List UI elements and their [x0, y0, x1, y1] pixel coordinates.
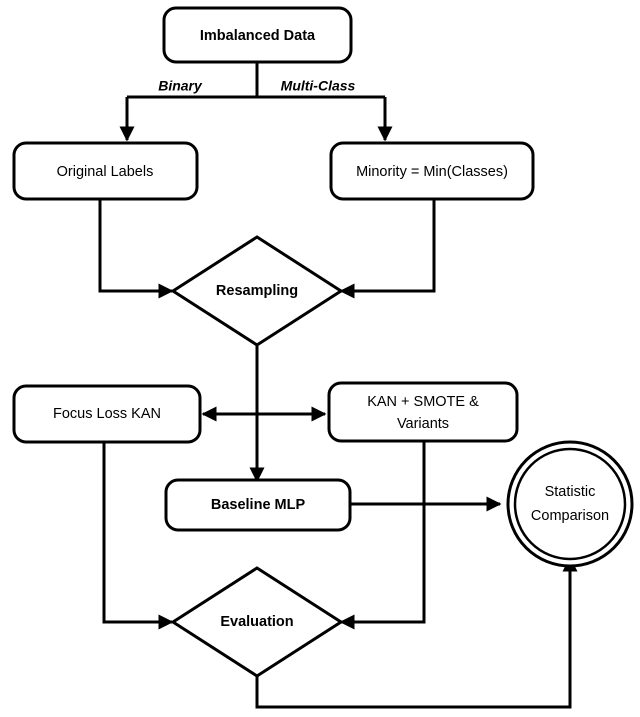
node-evaluation[interactable]: [173, 568, 341, 676]
edge-originallabels-resampling: [100, 199, 172, 291]
node-evaluation-label: Evaluation: [220, 613, 294, 630]
node-kan-smote[interactable]: [329, 383, 517, 441]
node-kan-smote-box: [329, 383, 517, 441]
node-minority-label: Minority = Min(Classes): [356, 163, 508, 180]
node-resampling-label: Resampling: [215, 282, 299, 299]
node-imbalanced-data[interactable]: [164, 8, 351, 62]
node-statistic-comparison-label-line2: Comparison: [530, 507, 610, 524]
node-focus-loss-kan[interactable]: [14, 386, 200, 442]
node-original-labels[interactable]: [14, 143, 197, 199]
edge-label-binary: Binary: [158, 77, 202, 94]
node-resampling[interactable]: [173, 237, 341, 345]
node-baseline-mlp-label: Baseline MLP: [210, 496, 306, 513]
node-kan-smote-label-line1: KAN + SMOTE &: [367, 393, 479, 410]
node-kan-smote-label-line2: Variants: [396, 415, 450, 432]
node-baseline-mlp[interactable]: [166, 480, 350, 530]
node-statistic-comparison-label-line1: Statistic: [544, 483, 596, 500]
node-statistic-comparison-inner-circle: [515, 449, 625, 559]
edge-minority-resampling: [341, 199, 434, 291]
node-imbalanced-data-label: Imbalanced Data: [199, 27, 316, 44]
node-statistic-comparison[interactable]: [508, 442, 632, 566]
node-minority[interactable]: [331, 143, 533, 199]
edge-label-multi-class: Multi-Class: [280, 77, 356, 94]
node-focus-loss-kan-label: Focus Loss KAN: [53, 405, 161, 422]
node-original-labels-label: Original Labels: [56, 163, 154, 180]
edge-focusloss-evaluation: [104, 440, 172, 622]
edge-kansmote-evaluation: [341, 440, 424, 622]
